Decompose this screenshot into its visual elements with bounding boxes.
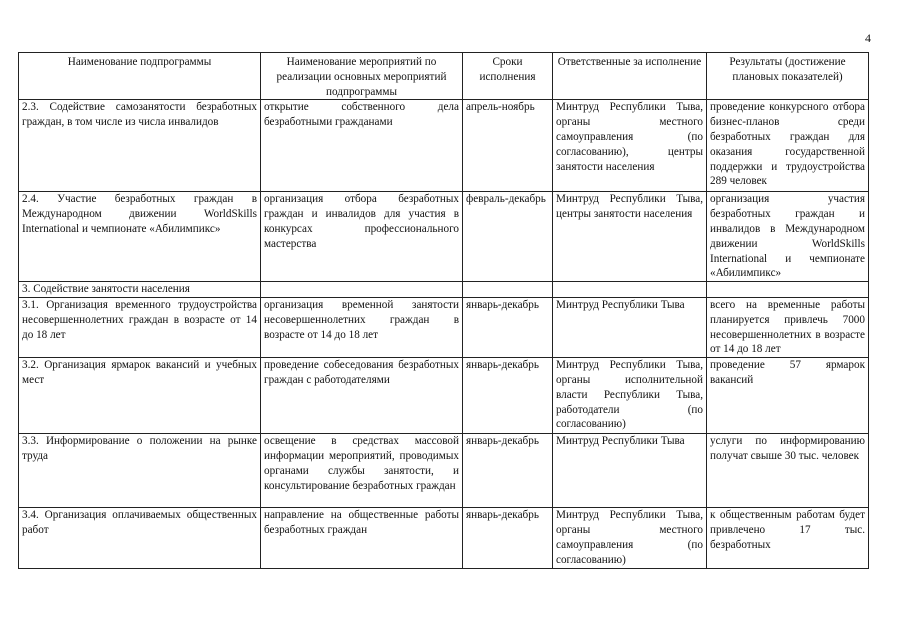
table-header-row <box>19 53 869 100</box>
header-activities: Наименование мероприятий по реализации основных мероприятий подпрограммы <box>261 53 463 100</box>
page-number: 4 <box>865 31 871 45</box>
responsible-cell: Минтруд Республики Тыва, органы местного самоуправления (по согласованию) <box>553 508 707 569</box>
header-subprogram: Наименование подпрограммы <box>19 53 261 100</box>
result-cell: организация участия безработных граждан и инвалидов в Международном движении WorldSkills International и чемпионате «Абилимпикс» <box>707 192 869 282</box>
responsible-cell: Минтруд Республики Тыва <box>553 297 707 357</box>
period-cell: январь-декабрь <box>463 508 553 569</box>
result-cell: услуги по информированию получат свыше 30 тыс. человек <box>707 434 869 508</box>
table-section-row <box>19 282 869 298</box>
responsible-cell <box>553 282 707 298</box>
table-row <box>19 100 869 192</box>
period-cell: январь-декабрь <box>463 297 553 357</box>
header-responsible: Ответственные за исполнение <box>553 53 707 100</box>
table-row <box>19 192 869 282</box>
result-cell: всего на временные работы планируется привлечь 7000 несовершеннолетних в возрасте от 14 до 18 лет <box>707 297 869 357</box>
activity-cell: организация временной занятости несовершеннолетних граждан в возрасте от 14 до 18 лет <box>261 297 463 357</box>
section-title-cell: 3. Содействие занятости населения <box>19 282 261 298</box>
subprogram-cell: 3.4. Организация оплачиваемых общественных работ <box>19 508 261 569</box>
subprogram-cell: 2.3. Содействие самозанятости безработных граждан, в том числе из числа инвалидов <box>19 100 261 192</box>
header-results: Результаты (достижение плановых показателей) <box>707 53 869 100</box>
period-cell: январь-декабрь <box>463 434 553 508</box>
result-cell: проведение конкурсного отбора бизнес-планов среди безработных граждан для оказания государственной поддержки и трудоустройства 289 человек <box>707 100 869 192</box>
table-row <box>19 297 869 357</box>
responsible-cell: Минтруд Республики Тыва, центры занятости населения <box>553 192 707 282</box>
responsible-cell: Минтруд Республики Тыва, органы местного самоуправления (по согласованию), центры занятости населения <box>553 100 707 192</box>
result-cell <box>707 282 869 298</box>
activities-table <box>18 52 869 569</box>
activity-cell: проведение собеседования безработных граждан с работодателями <box>261 358 463 434</box>
responsible-cell: Минтруд Республики Тыва <box>553 434 707 508</box>
table-row <box>19 434 869 508</box>
table-row <box>19 508 869 569</box>
activity-cell: организация отбора безработных граждан и инвалидов для участия в конкурсах профессионального мастерства <box>261 192 463 282</box>
responsible-cell: Минтруд Республики Тыва, органы исполнительной власти Республики Тыва, работодатели (по согласованию) <box>553 358 707 434</box>
activity-cell: освещение в средствах массовой информации мероприятий, проводимых органами службы занятости, и консультирование безработных граждан <box>261 434 463 508</box>
period-cell <box>463 282 553 298</box>
result-cell: к общественным работам будет привлечено 17 тыс. безработных <box>707 508 869 569</box>
table-row <box>19 358 869 434</box>
subprogram-cell: 3.1. Организация временного трудоустройства несовершеннолетних граждан в возрасте от 14 до 18 лет <box>19 297 261 357</box>
subprogram-cell: 3.3. Информирование о положении на рынке труда <box>19 434 261 508</box>
result-cell: проведение 57 ярмарок вакансий <box>707 358 869 434</box>
activity-cell: открытие собственного дела безработными гражданами <box>261 100 463 192</box>
subprogram-cell: 3.2. Организация ярмарок вакансий и учебных мест <box>19 358 261 434</box>
period-cell: апрель-ноябрь <box>463 100 553 192</box>
period-cell: февраль-декабрь <box>463 192 553 282</box>
period-cell: январь-декабрь <box>463 358 553 434</box>
subprogram-cell: 2.4. Участие безработных граждан в Международном движении WorldSkills International и чемпионате «Абилимпикс» <box>19 192 261 282</box>
header-period: Сроки исполнения <box>463 53 553 100</box>
activity-cell <box>261 282 463 298</box>
activity-cell: направление на общественные работы безработных граждан <box>261 508 463 569</box>
